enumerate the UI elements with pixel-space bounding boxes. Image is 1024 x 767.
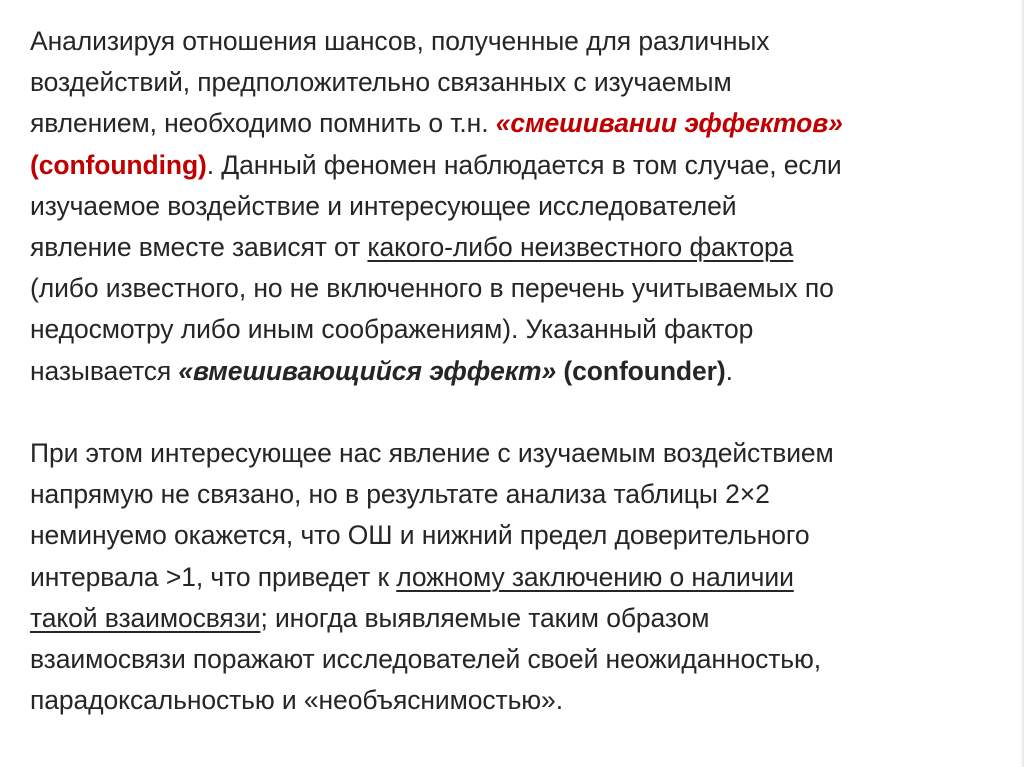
text-line (30, 62, 1005, 103)
text-line (30, 227, 1005, 268)
text-line (30, 598, 1005, 639)
text-segment: Анализируя отношения шансов, полученные для различных (30, 26, 770, 56)
text-line (30, 351, 1005, 392)
text-line (30, 309, 1005, 350)
term-confounder-ru: «вмешивающийся эффект» (178, 355, 557, 386)
text-segment: . (725, 355, 733, 386)
text-line (30, 145, 1005, 186)
text-segment: ; иногда выявляемые таким образом (260, 602, 710, 633)
paragraph-false-association (30, 433, 1005, 721)
term-confounding-en: (confounding) (30, 149, 207, 180)
underlined-false-conclusion-cont: такой взаимосвязи (30, 602, 261, 633)
text-segment: явлением, необходимо помнить о т.н. (30, 108, 496, 139)
slide-edge-shadow (1020, 0, 1024, 767)
text-segment: интервала >1, что приведет к (30, 561, 397, 592)
text-line (30, 103, 1005, 144)
text-segment: называется (30, 355, 179, 386)
text-segment: недосмотру либо иным соображениям). Указанный фактор (30, 314, 754, 345)
text-line (30, 680, 1005, 721)
text-line (30, 639, 1005, 680)
text-segment: напрямую не связано, но в результате анализа таблицы 2×2 (30, 479, 770, 510)
text-line (30, 557, 1005, 598)
text-segment: парадоксальностью и «необъяснимостью». (30, 685, 563, 716)
text-segment: (либо известного, но не включенного в перечень учитываемых по (30, 273, 834, 304)
text-line (30, 21, 1005, 62)
text-line (30, 474, 1005, 515)
text-segment: неминуемо окажется, что ОШ и нижний предел доверительного (30, 520, 810, 551)
text-segment: При этом интересующее нас явление с изучаемым воздействием (30, 438, 834, 468)
text-line (30, 515, 1005, 556)
paragraph-confounding (30, 21, 1005, 392)
text-segment: . Данный феномен наблюдается в том случае, если (206, 149, 842, 180)
text-line (30, 433, 1005, 474)
text-line (30, 186, 1005, 227)
text-segment: взаимосвязи поражают исследователей своей неожиданностью, (30, 644, 822, 675)
text-segment: воздействий, предположительно связанных с изучаемым (30, 67, 732, 98)
underlined-false-conclusion: ложному заключению о наличии (396, 561, 794, 592)
text-segment: явление вместе зависят от (30, 232, 368, 263)
term-confounder-en: (confounder) (556, 355, 726, 386)
text-line (30, 268, 1005, 309)
text-segment: изучаемое воздействие и интересующее исследователей (30, 190, 737, 221)
underlined-unknown-factor: какого-либо неизвестного фактора (367, 232, 794, 263)
term-confounding-ru: «смешивании эффектов» (495, 108, 843, 139)
